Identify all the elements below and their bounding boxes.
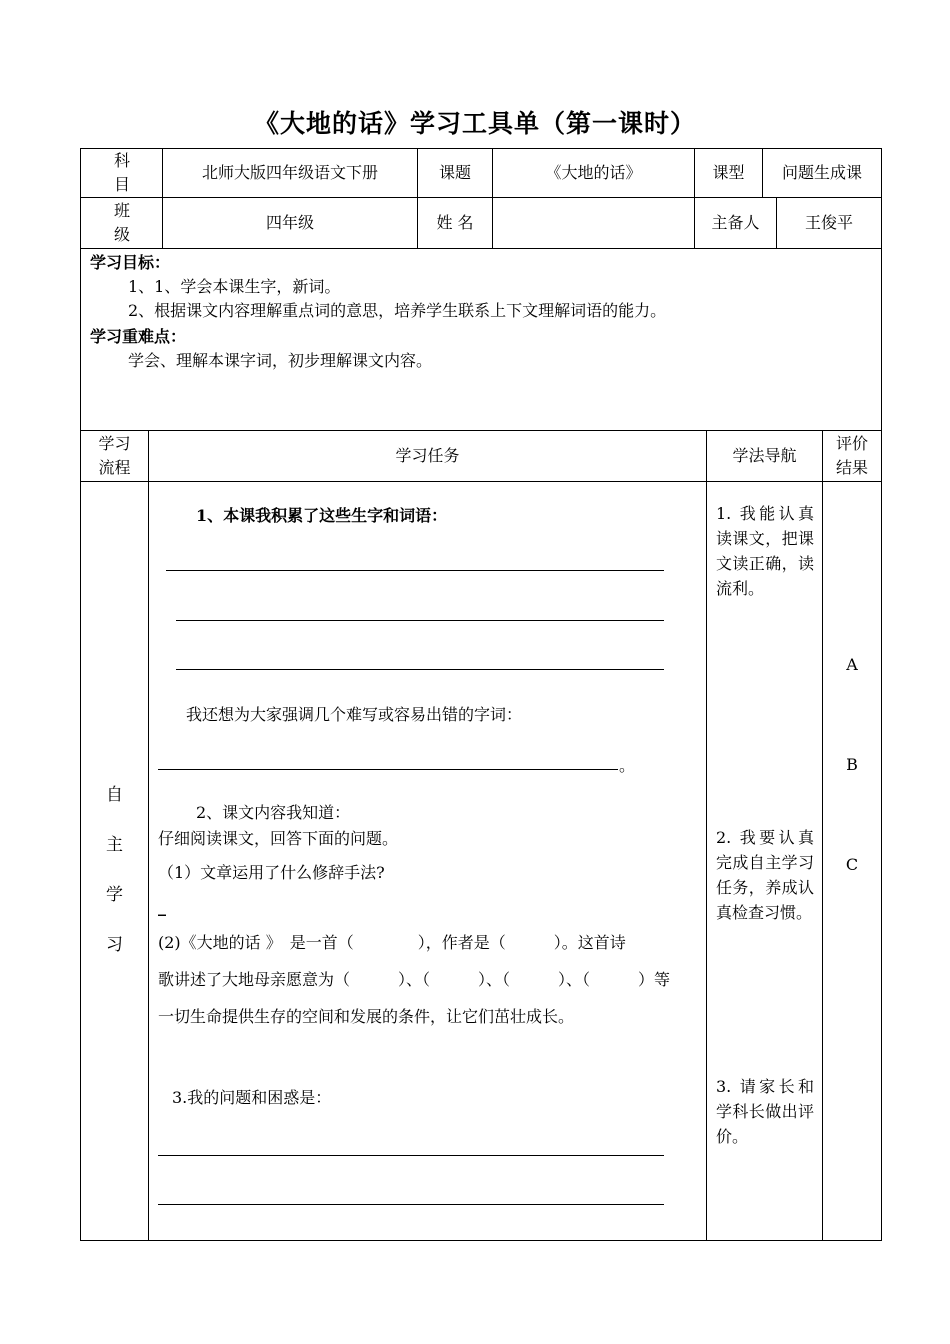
task-q2-sub2-line1: (2)《大地的话 》 是一首（ ），作者是（ ）。这首诗 (158, 933, 626, 952)
task-q1-heading: 1、本课我积累了这些生字和词语： (196, 506, 448, 525)
task-q2-heading: 2、课文内容我知道： (196, 803, 351, 822)
column-header-task: 学习任务 (395, 446, 460, 465)
answer-line-4[interactable] (158, 769, 618, 770)
type-label: 课型 (712, 163, 745, 182)
task-q2-sub2-line3: 一切生命提供生存的空间和发展的条件，让它们茁壮成长。 (158, 1007, 575, 1026)
class-label: 班 级 (113, 201, 130, 244)
preparer-label: 主备人 (711, 213, 760, 232)
column-header-process: 学习 流程 (98, 434, 131, 477)
type-value: 问题生成课 (781, 163, 862, 182)
eval-option-a[interactable]: A (846, 655, 858, 674)
goals-heading: 学习目标： (90, 253, 171, 272)
page-title: 《大地的话》学习工具单（第一课时） (253, 109, 696, 138)
task-q2-sub1: （1）文章运用了什么修辞手法? (158, 863, 385, 882)
column-header-eval: 评价 结果 (835, 434, 868, 477)
name-label: 姓 名 (436, 213, 474, 232)
task-q2-sub1-answer[interactable]: _ (158, 897, 166, 916)
guide-item-1: 1. 我能认真读课文，把课文读正确，读流利。 (716, 504, 814, 598)
answer-line-6[interactable] (158, 1204, 664, 1205)
goal-item-1: 1、1、学会本课生字，新词。 (128, 277, 341, 296)
guide-item-2: 2. 我要认真完成自主学习任务，养成认真检查习惯。 (716, 828, 814, 922)
process-name: 自 主 学 习 (106, 785, 123, 955)
task-q3-heading: 3.我的问题和困惑是： (172, 1088, 332, 1107)
preparer-value: 王俊平 (804, 213, 853, 232)
key-points-heading: 学习重难点： (90, 327, 187, 346)
topic-value: 《大地的话》 (545, 163, 642, 182)
key-points-text: 学会、理解本课字词，初步理解课文内容。 (128, 351, 433, 370)
answer-line-2[interactable] (176, 620, 664, 621)
subject-label: 科 目 (113, 151, 130, 194)
answer-line-5[interactable] (158, 1155, 664, 1156)
answer-line-3[interactable] (176, 669, 664, 670)
task-q1-end: 。 (619, 756, 636, 775)
task-q1-extra: 我还想为大家强调几个难写或容易出错的字词： (186, 705, 523, 724)
name-field[interactable] (493, 198, 694, 248)
task-q2-intro: 仔细阅读课文，回答下面的问题。 (158, 829, 399, 848)
task-q2-sub2-line2: 歌讲述了大地母亲愿意为（ ）、（ ）、（ ）、（ ）等 (158, 970, 671, 989)
eval-option-b[interactable]: B (846, 755, 858, 774)
class-value: 四年级 (265, 213, 314, 232)
column-header-guide: 学法导航 (732, 446, 797, 465)
eval-option-c[interactable]: C (845, 855, 859, 874)
goal-item-2: 2、根据课文内容理解重点词的意思，培养学生联系上下文理解词语的能力。 (128, 301, 667, 320)
guide-item-3: 3. 请家长和学科长做出评价。 (716, 1077, 814, 1146)
subject-value: 北师大版四年级语文下册 (201, 163, 378, 182)
topic-label: 课题 (438, 163, 471, 182)
answer-line-1[interactable] (166, 570, 664, 571)
